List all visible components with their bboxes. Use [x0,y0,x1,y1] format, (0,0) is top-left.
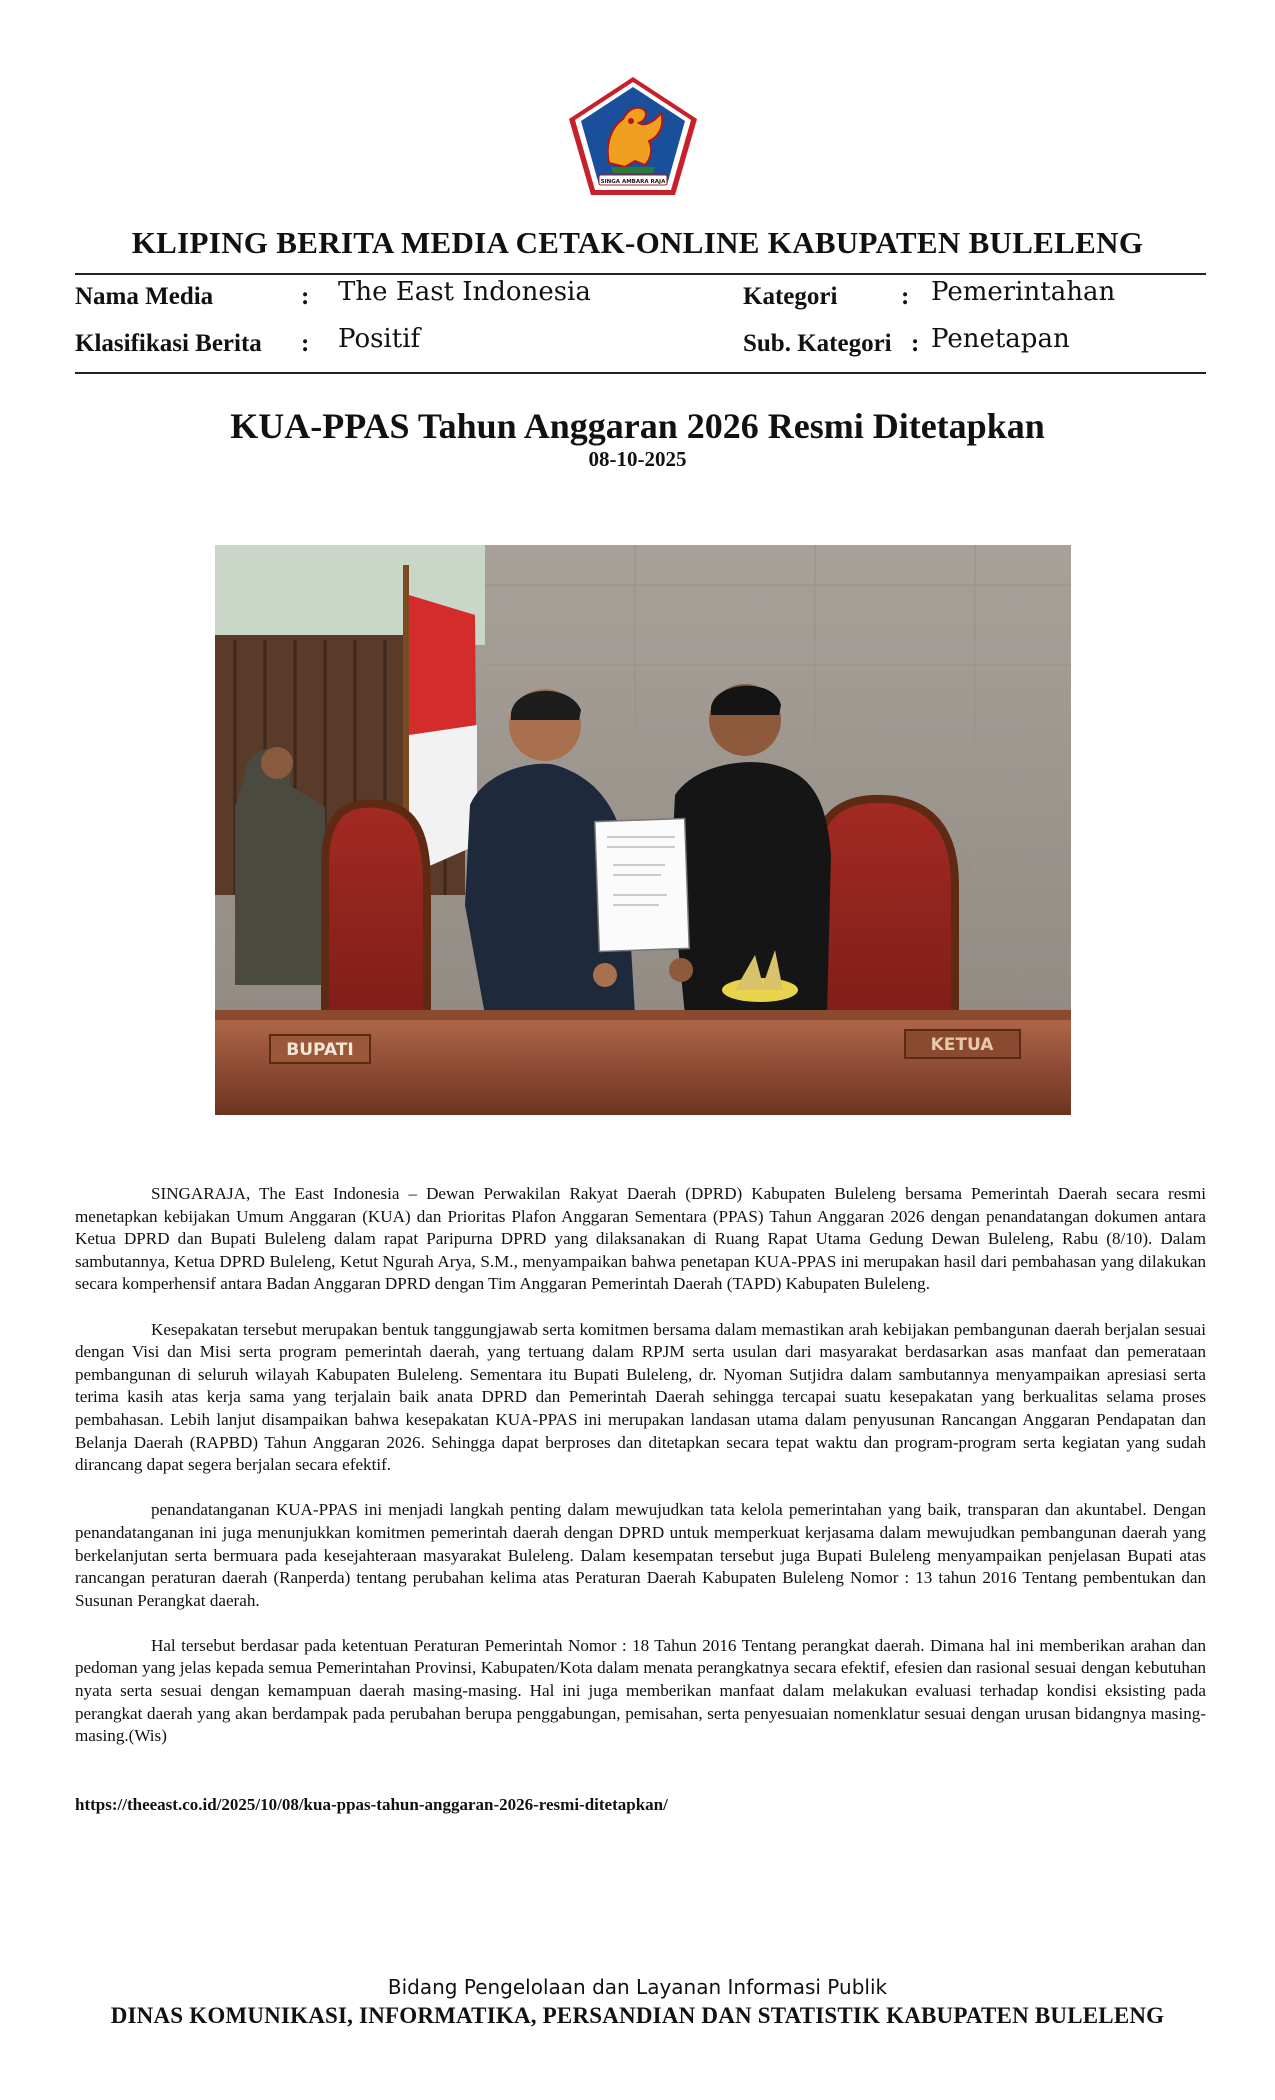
buleleng-regency-logo [565,75,701,199]
category-value: Pemerintahan [931,277,1116,307]
header-divider-bottom [75,372,1206,374]
category-colon: : [901,283,910,310]
category-label: Kategori [743,283,838,310]
meta-row-1 [75,277,1206,317]
footer-unit: Bidang Pengelolaan dan Layanan Informasi Publik [387,1975,888,1999]
media-value: The East Indonesia [338,277,591,307]
paragraph-3: penandatanganan KUA-PPAS ini menjadi langkah penting dalam mewujudkan tata kelola pemerintahan yang baik, transparan dan akuntabel. Dengan penandatanganan ini juga menunjukkan komitmen pemerintah daerah dengan DPRD untuk memperkuat kerjasama dalam mewujudkan pembangunan daerah yang berkelanjutan serta bermuara pada kesejahteraan masyarakat Buleleng. Dalam kesempatan tersebut juga Bupati Buleleng menyampaikan penjelasan Bupati atas rancangan peraturan daerah (Ranperda) tentang perubahan kelima atas Peraturan Daerah Kabupaten Buleleng Nomor : 13 tahun 2016 Tentang pembentukan dan Susunan Perangkat daerah. [75,1500,1206,1610]
classification-value: Positif [338,324,421,354]
subcategory-value: Penetapan [931,324,1070,354]
classification-label: Klasifikasi Berita [75,330,262,357]
desk-sign-bupati: BUPATI [286,1040,354,1060]
classification-colon: : [301,330,310,357]
media-colon: : [301,283,310,310]
media-label: Nama Media [75,283,214,310]
paragraph-1: SINGARAJA, The East Indonesia – Dewan Perwakilan Rakyat Daerah (DPRD) Kabupaten Buleleng bersama Pemerintah Daerah secara resmi menetapkan kebijakan Umum Anggaran (KUA) dan Prioritas Plafon Anggaran Sementara (PPAS) Tahun Anggaran 2026 dengan penandatangan dokumen antara Ketua DPRD dan Bupati Buleleng dalam rapat Paripurna DPRD yang dilaksanakan di Ruang Rapat Utama Gedung Dewan Buleleng, Rabu (8/10). Dalam sambutannya, Ketua DPRD Buleleng, Ketut Ngurah Arya, S.M., menyampaikan bahwa penetapan KUA-PPAS ini merupakan hasil dari pembahasan yang dilakukan secara komperhensif antara Badan Anggaran DPRD dengan Tim Anggaran Pemerintah Daerah (TAPD) Kabupaten Buleleng. [75,1184,1206,1294]
subcategory-label: Sub. Kategori [743,330,892,357]
footer-office: DINAS KOMUNIKASI, INFORMATIKA, PERSANDIAN DAN STATISTIK KABUPATEN BULELENG [110,2003,1165,2028]
signing-ceremony-photo [215,545,1071,1115]
subcategory-colon: : [911,330,920,357]
desk-sign-ketua: KETUA [930,1035,994,1055]
article-title: KUA-PPAS Tahun Anggaran 2026 Resmi Ditetapkan [230,406,1045,446]
source-url: https://theeast.co.id/2025/10/08/kua-ppas-tahun-anggaran-2026-resmi-ditetapkan/ [75,1795,668,1814]
clipping-header-title: KLIPING BERITA MEDIA CETAK-ONLINE KABUPATEN BULELENG [131,225,1144,260]
paragraph-4: Hal tersebut berdasar pada ketentuan Peraturan Pemerintah Nomor : 18 Tahun 2016 Tentang perangkat daerah. Dimana hal ini memberikan arahan dan pedoman yang jelas kepada semua Pemerintahan Provinsi, Kabupaten/Kota dalam menata perangkatnya secara efektif, efesien dan rasional sesuai dengan kebutuhan nyata serta sesuai dengan kemampuan daerah masing-masing. Hal ini juga memberikan manfaat dalam melakukan evaluasi terhadap kondisi eksisting pada perangkat daerah yang akan berdampak pada perubahan berupa penggabungan, pemisahan, serta penyesuaian nomenklatur sesuai dengan urusan bidangnya masing-masing.(Wis) [75,1635,1206,1746]
article-date: 08-10-2025 [588,447,687,471]
article-body [75,1183,1206,1770]
meta-row-2 [75,324,1206,364]
paragraph-2: Kesepakatan tersebut merupakan bentuk tanggungjawab serta komitmen bersama dalam memastikan arah kebijakan pembangunan daerah berjalan sesuai dengan Visi dan Misi serta program pemerintah daerah, yang tertuang dalam RPJM serta usulan dari masyarakat berdasarkan asas manfaat dan pemerataan pembangunan di seluruh wilayah Kabupaten Buleleng. Sementara itu Bupati Buleleng, dr. Nyoman Sutjidra dalam sambutannya menyampaikan apresiasi serta terima kasih atas kerja sama yang terjalain baik anata DPRD dan Pemerintah Daerah sehingga tercapai suatu kesepakatan yang berkualitas selama proses pembahasan. Lebih lanjut disampaikan bahwa kesepakatan KUA-PPAS ini merupakan landasan utama dalam penyusunan Rancangan Anggaran Pendapatan dan Belanja Daerah (RAPBD) Tahun Anggaran 2026. Sehingga dapat berproses dan ditetapkan secara tepat waktu dan program-program serta kegiatan yang sudah dirancang dapat segera berjalan secara efektif. [75,1319,1206,1475]
header-divider-top [75,273,1206,275]
logo-motto: SINGA AMBARA RAJA [600,179,666,185]
